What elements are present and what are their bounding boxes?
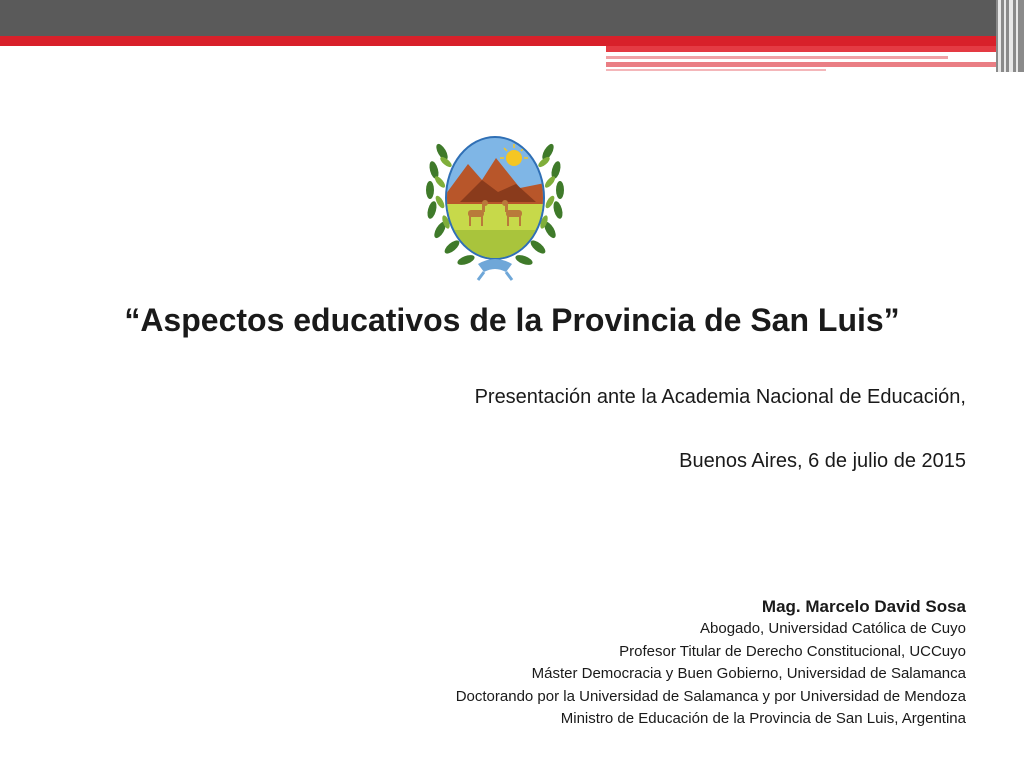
header-pink-line <box>606 62 996 67</box>
author-credential: Máster Democracia y Buen Gobierno, Universidad de Salamanca <box>531 665 966 682</box>
header-red-band <box>0 36 1000 46</box>
header-bar <box>0 0 1024 36</box>
slide-title: “Aspectos educativos de la Provincia de San Luis” <box>124 302 900 338</box>
subtitle-date: Buenos Aires, 6 de julio de 2015 <box>679 450 966 472</box>
header-edge-stripes <box>996 0 1024 72</box>
san-luis-coat-of-arms-icon <box>420 122 570 282</box>
author-credential: Ministro de Educación de la Provincia de San Luis, Argentina <box>560 710 966 727</box>
author-name: Mag. Marcelo David Sosa <box>761 597 966 616</box>
author-credential: Profesor Titular de Derecho Constitucional, UCCuyo <box>619 642 966 660</box>
subtitle-event: Presentación ante la Academia Nacional de Educación, <box>474 386 966 408</box>
header-pink-line <box>606 69 826 71</box>
author-credential: Doctorando por la Universidad de Salamanca y por Universidad de Mendoza <box>455 687 966 705</box>
author-block <box>456 596 966 731</box>
author-credential: Abogado, Universidad Católica de Cuyo <box>700 620 966 637</box>
header-pink-line <box>606 56 948 59</box>
header-red-stripe <box>606 46 1000 52</box>
